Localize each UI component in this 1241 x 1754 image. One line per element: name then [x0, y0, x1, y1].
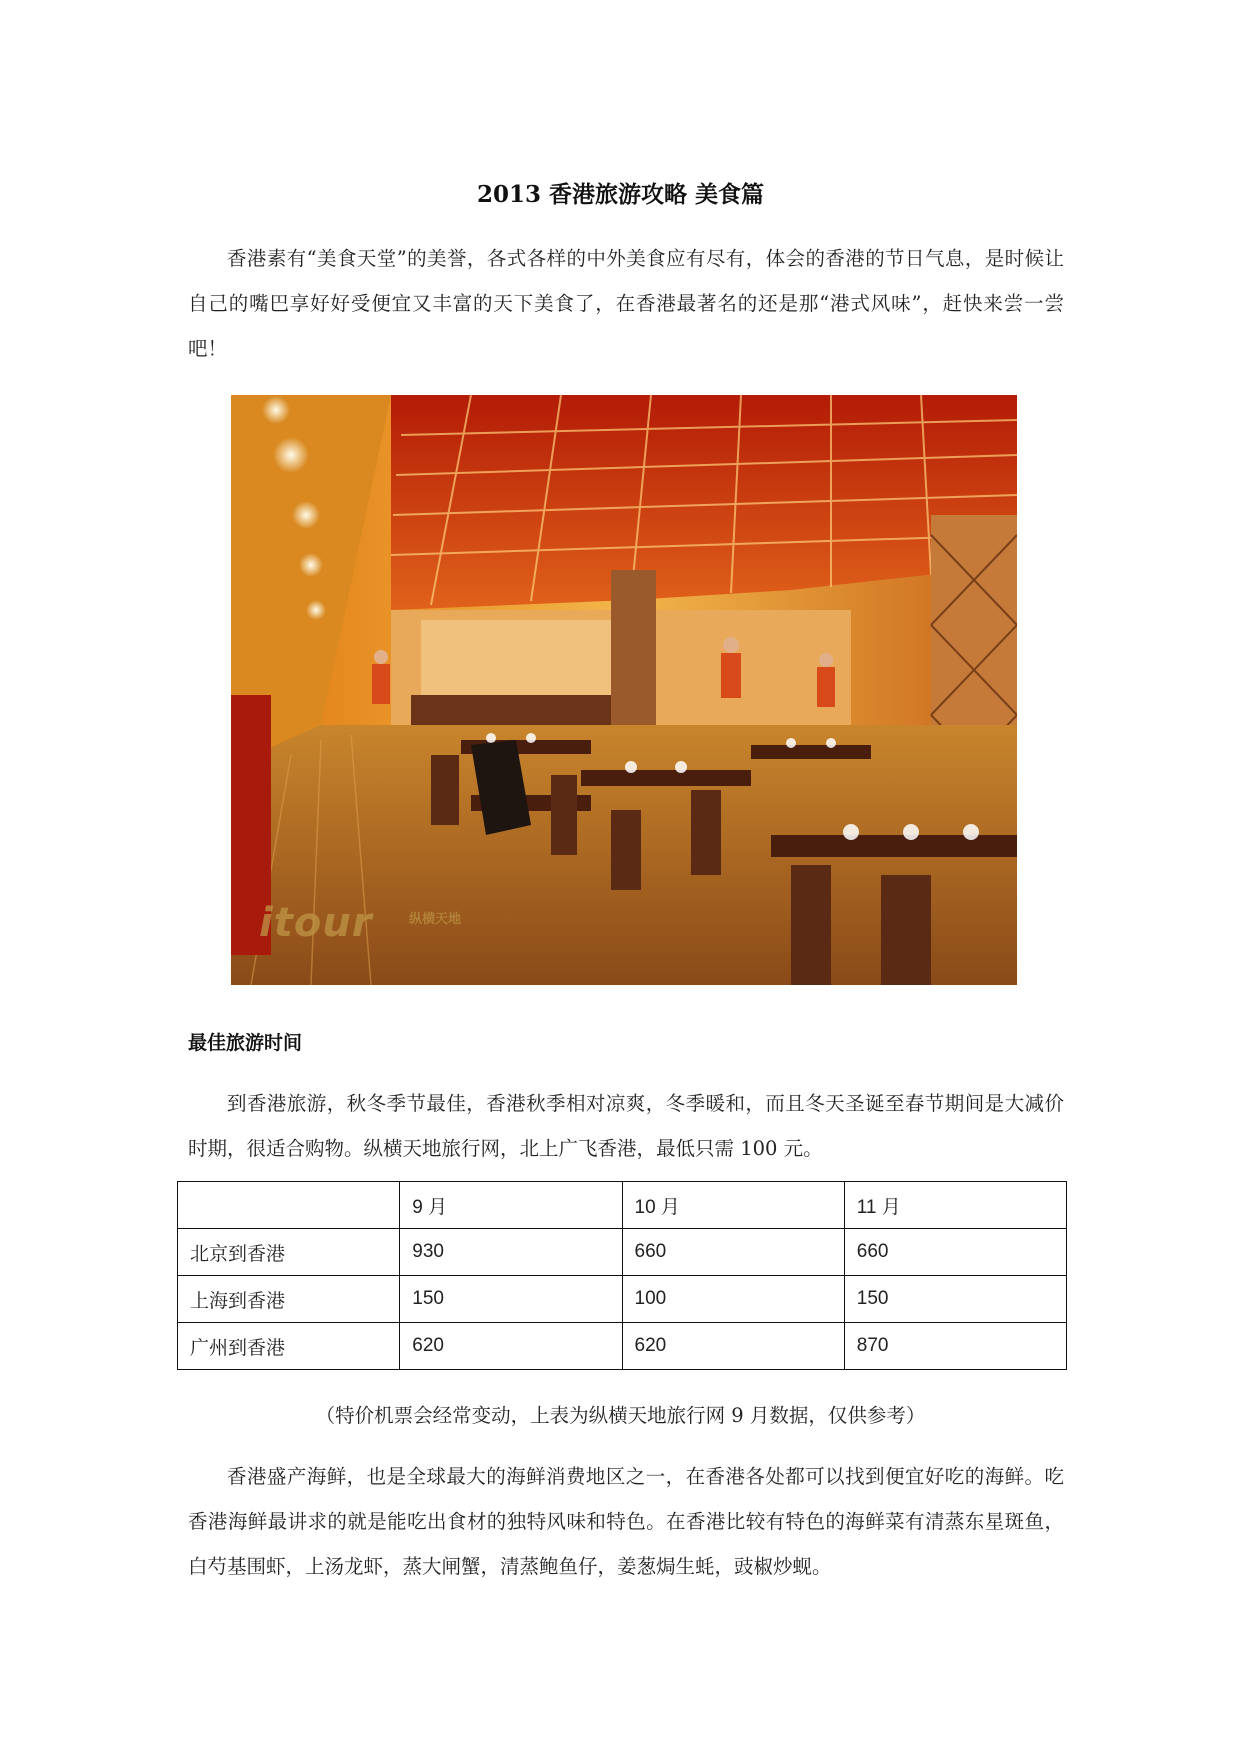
restaurant-photo — [231, 395, 1017, 985]
watermark-subtext: 纵横天地 — [409, 912, 462, 927]
section-heading: 最佳旅游时间 — [188, 1032, 303, 1054]
watermark-logo: itour — [259, 900, 373, 946]
table-row — [178, 1323, 1067, 1370]
intro-paragraph: 香港素有“美食天堂”的美誉，各式各样的中外美食应有尽有，体会的香港的节日气息，是时候让自己的嘴巴享好好受便宜又丰富的天下美食了，在香港最著名的还是那“港式风味”，赶快来尝一尝吧！ — [188, 247, 1064, 360]
fare-cell: 620 — [400, 1323, 622, 1370]
document-title: 2013 香港旅游攻略 美食篇 — [476, 181, 765, 208]
fare-cell: 660 — [622, 1229, 844, 1276]
restaurant-illustration — [231, 395, 1017, 985]
table-note: （特价机票会经常变动，上表为纵横天地旅行网 9 月数据，仅供参考） — [315, 1404, 926, 1427]
fare-cell: 870 — [844, 1323, 1066, 1370]
route-cell: 上海到香港 — [178, 1276, 400, 1323]
fare-cell: 620 — [622, 1323, 844, 1370]
fare-cell: 150 — [400, 1276, 622, 1323]
fare-cell: 660 — [844, 1229, 1066, 1276]
seafood-paragraph: 香港盛产海鲜，也是全球最大的海鲜消费地区之一，在香港各处都可以找到便宜好吃的海鲜。吃香港海鲜最讲求的就是能吃出食材的独特风味和特色。在香港比较有特色的海鲜菜有清蒸东星斑鱼，白芍基围虾，上汤龙虾，蒸大闸蟹，清蒸鲍鱼仔，姜葱焗生蚝，豉椒炒蚬。 — [188, 1465, 1064, 1578]
best-time-paragraph: 到香港旅游，秋冬季节最佳，香港秋季相对凉爽，冬季暖和，而且冬天圣诞至春节期间是大减价时期，很适合购物。纵横天地旅行网，北上广飞香港，最低只需 100 元。 — [188, 1092, 1064, 1160]
table-header-cell: 11 月 — [844, 1182, 1066, 1229]
table-header-row — [178, 1182, 1067, 1229]
route-cell: 北京到香港 — [178, 1229, 400, 1276]
table-row — [178, 1229, 1067, 1276]
table-header-cell: 9 月 — [400, 1182, 622, 1229]
fare-cell: 150 — [844, 1276, 1066, 1323]
table-header-cell — [178, 1182, 400, 1229]
fare-table — [177, 1181, 1067, 1370]
route-cell: 广州到香港 — [178, 1323, 400, 1370]
table-header-cell: 10 月 — [622, 1182, 844, 1229]
table-row — [178, 1276, 1067, 1323]
fare-cell: 930 — [400, 1229, 622, 1276]
fare-cell: 100 — [622, 1276, 844, 1323]
